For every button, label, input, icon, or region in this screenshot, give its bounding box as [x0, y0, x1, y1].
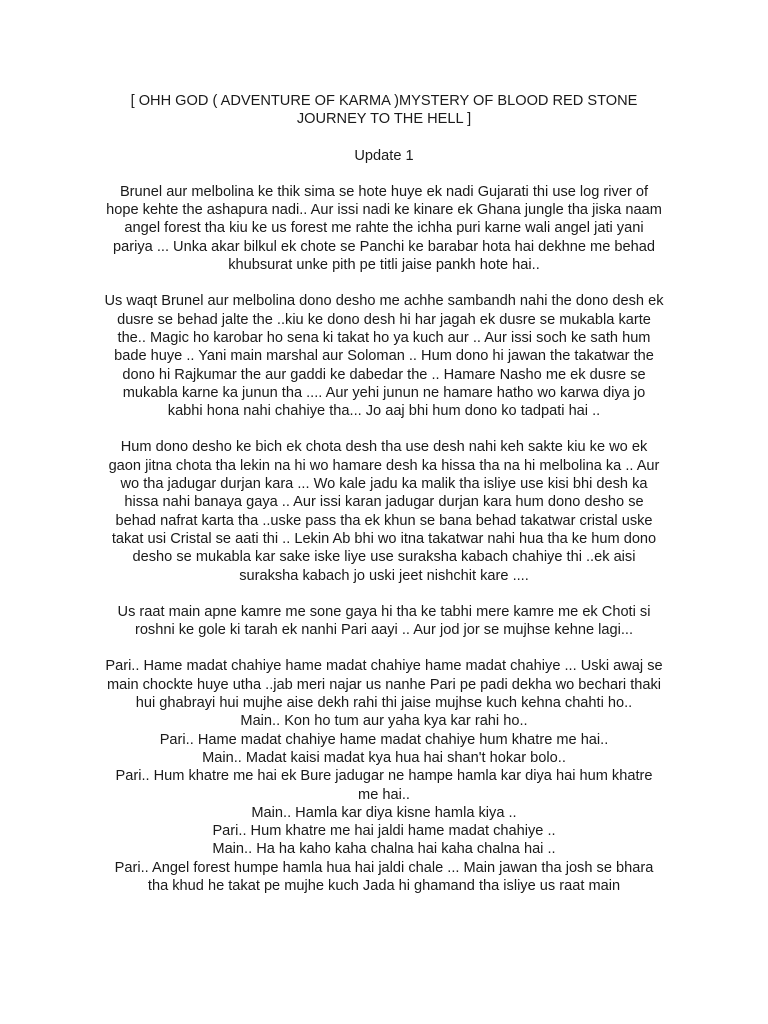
dialogue-line-9: Pari.. Angel forest humpe hamla hua hai jaldi chale ... Main jawan tha josh se bhara tha khud he takat pe mujhe kuch Jada hi ghamand tha isliye us raat main: [114, 859, 654, 894]
document-title: [ OHH GOD ( ADVENTURE OF KARMA )MYSTERY OF BLOOD RED STONE JOURNEY TO THE HELL ]: [130, 93, 638, 128]
paragraph-3: Hum dono desho ke bich ek chota desh tha use desh nahi keh sakte kiu ke wo ek gaon jitna chota tha lekin na hi wo hamare desh ka hissa tha na hi melbolina ka .. Aur wo tha jadugar durjan kara ... Wo kale jadu ka malik tha isliye use kisi bhi desh ka hissa nahi banaya gaya .. Aur issi karan jadugar durjan kara hum dono desho se behad nafrat karta tha ..uske pass tha ek khun se bana behad takatwar cristal uske takat usi Cristal se aati thi .. Lekin Ab bhi wo itna takatwar nahi hua tha ke hum dono desho se mukabla kar sake iske liye use suraksha kabach chahiye thi ..ek aisi suraksha kabach jo uski jeet nishchit kare ....: [108, 439, 660, 584]
dialogue-line-2: Main.. Kon ho tum aur yaha kya kar rahi ho..: [240, 713, 528, 730]
dialogue-line-7: Pari.. Hum khatre me hai jaldi hame madat chahiye ..: [212, 823, 556, 840]
paragraph-1: Brunel aur melbolina ke thik sima se hote huye ek nadi Gujarati thi use log river of hope kehte the ashapura nadi.. Aur issi nadi ke kinare ek Ghana jungle tha jiska naam angel forest tha kiu ke us forest me rahte the ichha puri karne wali angel jati yani pariya ... Unka akar bilkul ek chote se Panchi ke barabar hota hai dekhne me behad khubsurat unke pith pe titli jaise pankh hote hai..: [106, 183, 662, 274]
dialogue-line-1: Pari.. Hame madat chahiye hame madat chahiye hame madat chahiye ... Uski awaj se main chockte huye utha ..jab meri najar us nanhe Pari pe padi dekha wo bechari thaki hui ghabrayi hui mujhe aise dekh rahi thi jaise mujhse kuch kehna chahti ho..: [105, 658, 663, 712]
dialogue-line-8: Main.. Ha ha kaho kaha chalna hai kaha chalna hai ..: [212, 841, 556, 858]
dialogue-line-5: Pari.. Hum khatre me hai ek Bure jadugar ne hampe hamla kar diya hai hum khatre me hai..: [115, 768, 653, 803]
paragraph-4: Us raat main apne kamre me sone gaya hi tha ke tabhi mere kamre me ek Choti si roshni ke gole ki tarah ek nanhi Pari aayi .. Aur jod jor se mujhse kehne lagi...: [117, 603, 651, 639]
document-body: [104, 92, 664, 895]
dialogue-line-4: Main.. Madat kaisi madat kya hua hai shan't hokar bolo..: [202, 749, 566, 766]
dialogue-line-6: Main.. Hamla kar diya kisne hamla kiya ..: [251, 804, 517, 821]
dialogue-line-3: Pari.. Hame madat chahiye hame madat chahiye hum khatre me hai..: [159, 731, 609, 748]
update-label: Update 1: [354, 147, 414, 164]
paragraph-2: Us waqt Brunel aur melbolina dono desho me achhe sambandh nahi the dono desh ek dusre se behad jalte the ..kiu ke dono desh hi har jagah ek dusre se mukabla karte the.. Magic ho karobar ho sena ki takat ho ya kuch aur .. Aur issi soch ke sath hum bade huye .. Yani main marshal aur Soloman .. Hum dono hi jawan the takatwar the dono hi Rajkumar the aur gaddi ke dabedar the .. Hamare Nasho me ek dusre se mukabla karne ka junun tha .... Aur yehi junun ne hamare hatho wo karwa diya jo kabhi hona nahi chahiye tha... Jo aaj bhi hum dono ko tadpati hai ..: [104, 293, 664, 420]
dialogue-block: [104, 657, 664, 895]
